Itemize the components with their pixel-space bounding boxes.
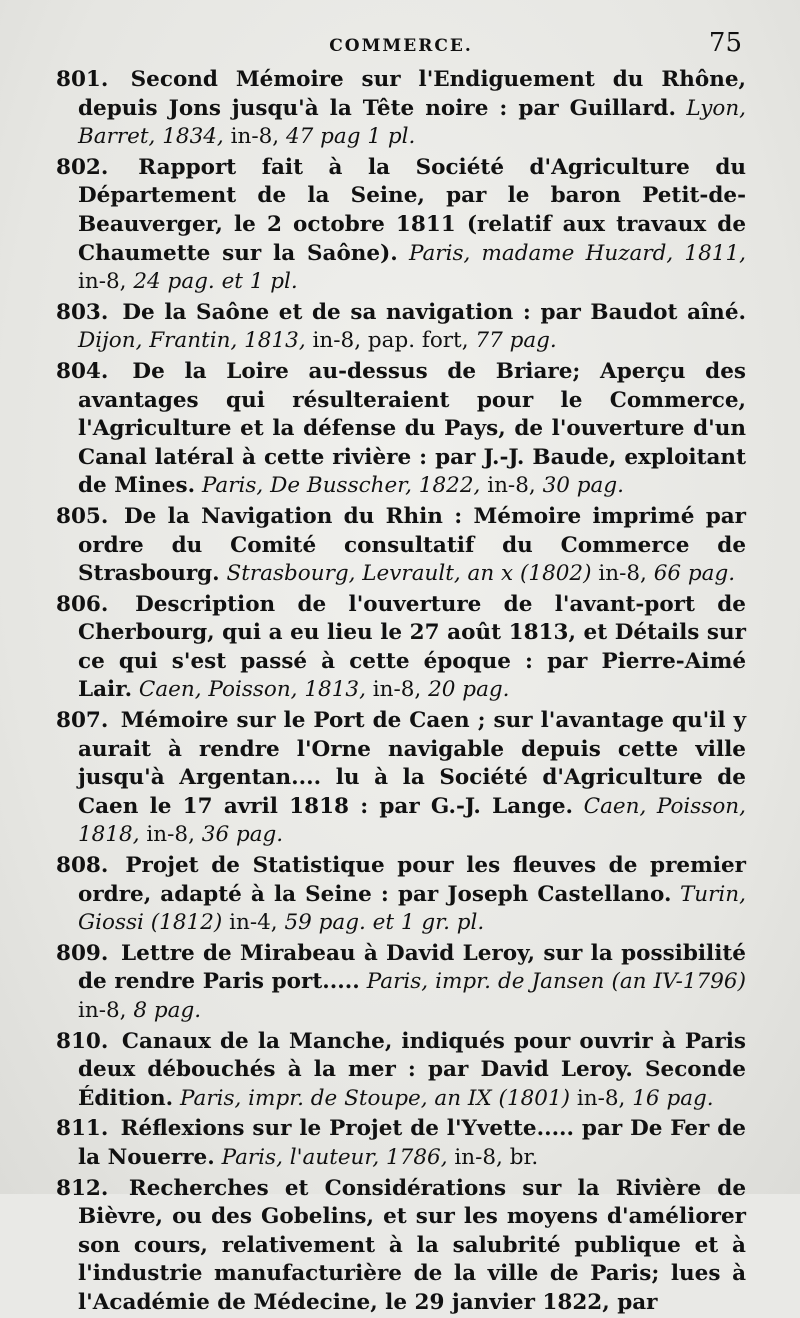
entry-title: Description de l'ouverture de l'avant-port de Cherbourg, qui a eu lieu le 27 août 1813, et Détails sur ce qui s'est passé à cette époque : par Pierre-Aimé Lair.	[78, 591, 746, 703]
page-number: 75	[708, 28, 742, 58]
entry-number: 805.	[56, 503, 109, 529]
entry-collation: 24 pag. et 1 pl.	[133, 269, 298, 295]
entry-number: 808.	[56, 853, 109, 879]
running-title: COMMERCE.	[329, 36, 473, 56]
entry-title: Canaux de la Manche, indiqués pour ouvrir à Paris deux débouchés à la mer : par David Leroy. Seconde Édition.	[78, 1028, 746, 1111]
entry-format: in-8, pap. fort,	[312, 328, 469, 354]
entry-number: 803.	[56, 299, 109, 325]
bibliography-entry	[56, 503, 746, 589]
bibliography-entry	[56, 358, 746, 501]
entry-number: 812.	[56, 1175, 109, 1201]
entry-number: 806.	[56, 591, 109, 617]
entry-collation: 36 pag.	[201, 822, 284, 848]
entry-number: 811.	[56, 1116, 109, 1142]
entry-title: Rapport fait à la Société d'Agriculture du Département de la Seine, par le baron Petit-de-Beauverger, le 2 octobre 1811 (relatif aux travaux de Chaumette sur la Saône).	[78, 154, 746, 266]
entry-format: in-8,	[372, 677, 422, 703]
entry-collation: 8 pag.	[133, 998, 202, 1023]
entry-title: De la Saône et de sa navigation : par Baudot aîné.	[122, 299, 746, 325]
entry-format: in-8,	[230, 124, 280, 150]
bibliography-entry	[56, 852, 746, 938]
entry-title: De la Navigation du Rhin : Mémoire imprimé par ordre du Comité consultatif du Commerce de Strasbourg.	[78, 503, 746, 587]
entry-imprint: Dijon, Frantin, 1813,	[78, 328, 306, 354]
entry-number: 807.	[56, 708, 109, 734]
entry-format: in-8, br.	[454, 1144, 539, 1170]
entry-imprint: Paris, impr. de Jansen (an IV-1796)	[366, 969, 746, 995]
entry-title: Réflexions sur le Projet de l'Yvette..... par De Fer de la Nouerre.	[78, 1116, 746, 1170]
entry-number: 802.	[56, 154, 109, 180]
bibliography-entry	[56, 591, 746, 705]
entry-imprint: Strasbourg, Levrault, an x (1802)	[226, 561, 592, 587]
entry-collation: 20 pag.	[428, 677, 510, 703]
bibliography-entry	[56, 940, 746, 1026]
bibliography-entry	[56, 1115, 746, 1172]
bibliography-entry	[56, 707, 746, 850]
page-header	[56, 26, 746, 66]
bibliography-entry	[56, 66, 746, 152]
entry-number: 810.	[56, 1028, 109, 1054]
entry-number: 809.	[56, 940, 109, 966]
entry-imprint: Paris, madame Huzard, 1811,	[408, 240, 746, 266]
entry-collation: 77 pag.	[475, 328, 557, 354]
bibliography-entry	[56, 1028, 746, 1114]
bibliography-entry	[56, 299, 746, 356]
entry-format: in-8,	[146, 822, 195, 848]
entry-title: Projet de Statistique pour les fleuves de premier ordre, adapté à la Seine : par Joseph Castellano.	[78, 853, 746, 907]
entry-collation: 66 pag.	[653, 561, 736, 587]
entry-title: Recherches et Considérations sur la Rivière de Bièvre, ou des Gobelins, et sur les moyens d'améliorer son cours, relativement à la salubrité publique et à l'industrie manufacturière de la ville de Paris; lues à l'Académie de Médecine, le 29 janvier 1822, par	[78, 1175, 746, 1315]
entry-title: Lettre de Mirabeau à David Leroy, sur la possibilité de rendre Paris port.....	[78, 940, 746, 995]
entry-collation: 59 pag. et 1 gr. pl.	[284, 910, 485, 936]
entry-imprint: Paris, De Busscher, 1822,	[201, 473, 481, 499]
entry-imprint: Caen, Poisson, 1818,	[78, 793, 746, 848]
entry-format: in-8,	[78, 998, 127, 1023]
entry-imprint: Lyon, Barret, 1834,	[78, 95, 746, 150]
entry-number: 801.	[56, 67, 109, 92]
entry-title: Mémoire sur le Port de Caen ; sur l'avantage qu'il y aurait à rendre l'Orne navigable depuis cette ville jusqu'à Argentan.... lu à la Société d'Agriculture de Caen le 17 avril 1818 : par G.-J. Lange.	[78, 708, 747, 819]
entry-format: in-8,	[78, 269, 127, 295]
entry-format: in-8,	[487, 473, 536, 499]
entry-collation: 47 pag 1 pl.	[285, 124, 416, 150]
bibliography-entry	[56, 1175, 746, 1318]
bibliography-entry	[56, 154, 746, 297]
entry-collation: 16 pag.	[632, 1085, 714, 1111]
entry-title: Second Mémoire sur l'Endiguement du Rhône, depuis Jons jusqu'à la Tête noire : par Guillard.	[78, 67, 746, 121]
entry-format: in-8,	[598, 561, 647, 587]
entry-imprint: Paris, l'auteur, 1786,	[221, 1144, 448, 1170]
entry-title: De la Loire au-dessus de Briare; Aperçu des avantages qui résulteraient pour le Commerce, l'Agriculture et la défense du Pays, de l'ouverture d'un Canal latéral à cette rivière : par J.-J. Baude, exploitant de Mines.	[78, 358, 746, 499]
entry-imprint: Turin, Giossi (1812)	[78, 881, 746, 936]
entry-imprint: Paris, impr. de Stoupe, an IX (1801)	[180, 1085, 571, 1111]
entry-format: in-4,	[229, 910, 278, 936]
entry-format: in-8,	[576, 1085, 626, 1111]
entry-number: 804.	[56, 358, 109, 384]
bibliography-list	[56, 66, 746, 1318]
entry-imprint: Caen, Poisson, 1813,	[138, 677, 366, 703]
entry-collation: 30 pag.	[542, 473, 624, 499]
